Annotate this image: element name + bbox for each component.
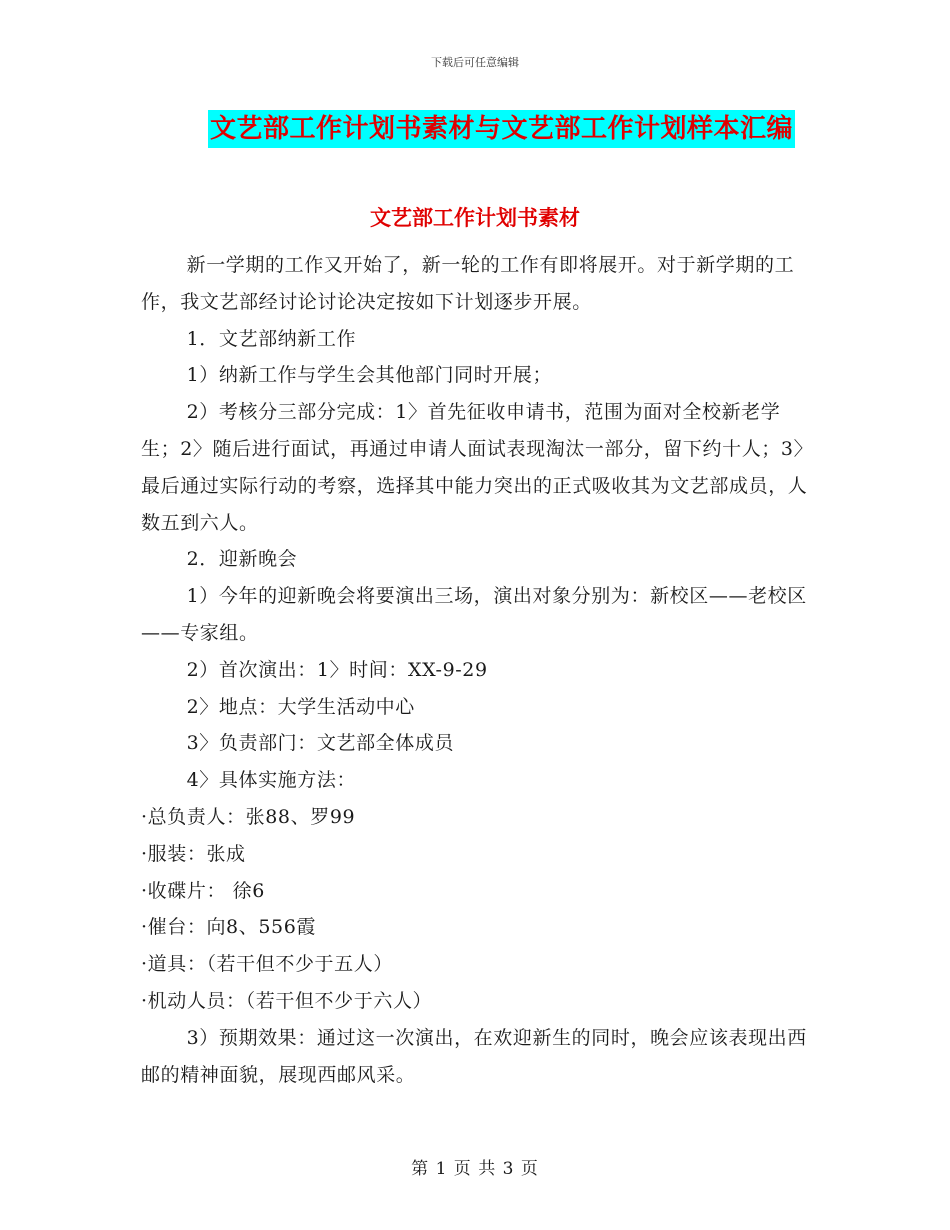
section-title: 文艺部工作计划书素材 <box>370 205 580 230</box>
list-item: 3）预期效果：通过这一次演出，在欢迎新生的同时，晚会应该表现出西邮的精神面貌，展现西邮风采。 <box>141 1026 807 1086</box>
bullet-item: ·收碟片： 徐6 <box>141 879 265 902</box>
bullet-item: ·道具：（若干但不少于五人） <box>141 953 393 976</box>
bullet-item: ·总负责人：张88、罗99 <box>141 805 356 828</box>
intro-paragraph: 新一学期的工作又开始了，新一轮的工作有即将展开。对于新学期的工作，我文艺部经讨论讨论决定按如下计划逐步开展。 <box>141 254 795 313</box>
bullet-item: ·服装：张成 <box>141 842 246 865</box>
heading-recruitment: 1．文艺部纳新工作 <box>186 327 357 350</box>
bullet-item: ·机动人员：（若干但不少于六人） <box>141 989 433 1012</box>
list-item: 2）首次演出：1〉时间：XX-9-29 <box>186 658 488 681</box>
list-item: 1）纳新工作与学生会其他部门同时开展； <box>186 364 553 387</box>
list-item: 2〉地点：大学生活动中心 <box>186 695 415 718</box>
bullet-item: ·催台：向8、556霞 <box>141 916 316 939</box>
list-item: 2）考核分三部分完成：1〉首先征收申请书，范围为面对全校新老学生；2〉随后进行面试，再通过申请人面试表现淘汰一部分，留下约十人；3〉最后通过实际行动的考察，选择其中能力突出的正式吸收其为文艺部成员，人数五到六人。 <box>141 401 808 534</box>
page-footer: 第 1 页 共 3 页 <box>411 1159 539 1179</box>
heading-welcome-party: 2．迎新晚会 <box>186 548 298 571</box>
list-item: 1）今年的迎新晚会将要演出三场，演出对象分别为：新校区——老校区——专家组。 <box>141 585 807 644</box>
header-note: 下载后可任意编辑 <box>431 56 519 69</box>
document-body <box>141 247 809 1093</box>
list-item: 3〉负责部门：文艺部全体成员 <box>186 732 455 755</box>
list-item: 4〉具体实施方法： <box>186 769 357 792</box>
document-main-title: 文艺部工作计划书素材与文艺部工作计划样本汇编 <box>208 110 795 148</box>
